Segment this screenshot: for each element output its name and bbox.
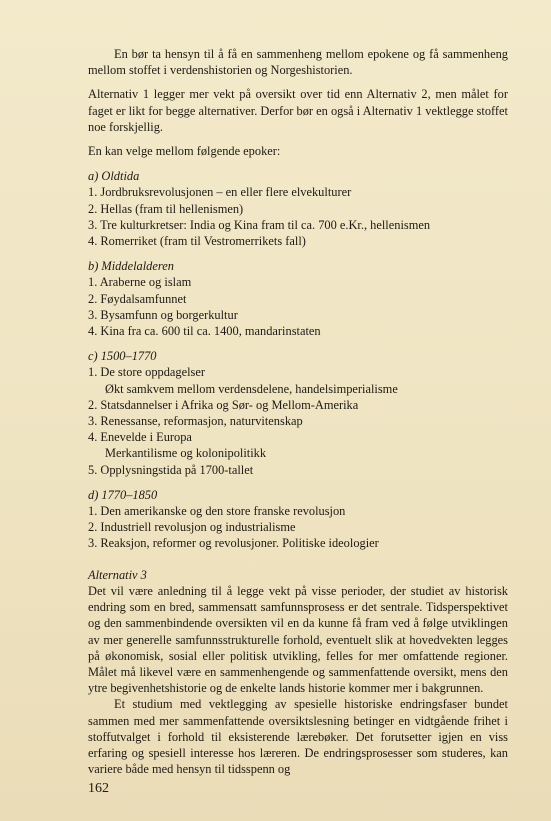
- epoch-heading-c: c) 1500–1770: [88, 349, 157, 364]
- epoch-c-item-3: 3. Renessanse, reformasjon, naturvitenskap: [88, 414, 303, 429]
- epoch-heading-a: a) Oldtida: [88, 169, 140, 184]
- epoch-a-item-3: 3. Tre kulturkretser: India og Kina fram til ca. 700 e.Kr., hellenismen: [88, 217, 431, 232]
- page-number: 162: [88, 781, 109, 796]
- epoch-section-a: [88, 168, 508, 249]
- epoch-d-item-1: 1. Den amerikanske og den store franske revolusjon: [88, 504, 346, 519]
- epoch-a-item-4: 4. Romerriket (fram til Vestromerrikets fall): [88, 234, 306, 249]
- epoch-heading-d: d) 1770–1850: [88, 487, 158, 502]
- epoch-c-item-4: 4. Enevelde i Europa: [88, 430, 192, 445]
- epoch-b-item-2: 2. Føydalsamfunnet: [88, 291, 187, 306]
- alternative-3-paragraph-2: Et studium med vektlegging av spesielle historiske endringsfaser bundet sammen med mer sammenfattende oversiktslesning betinger en vidtgående frihet i stoffutvalget i forhold til eksisterende lærebøker. Det forutsetter igjen en viss erfaring og spesiell interesse hos læreren. De endringsprosesser som studeres, kan variere både med hensyn til tidsspenn og: [88, 697, 508, 777]
- epoch-c-item-2: 2. Statsdannelser i Afrika og Sør- og Mellom-Amerika: [88, 397, 359, 412]
- epoch-a-item-2: 2. Hellas (fram til hellenismen): [88, 201, 244, 216]
- epoch-c-item-5: 5. Opplysningstida på 1700-tallet: [88, 462, 254, 477]
- intro-paragraph-3: En kan velge mellom følgende epoker:: [88, 144, 281, 159]
- epoch-c-item-1-sub: Økt samkvem mellom verdensdelene, handelsimperialisme: [105, 381, 398, 396]
- epoch-heading-b: b) Middelalderen: [88, 259, 174, 274]
- epoch-b-item-1: 1. Araberne og islam: [88, 275, 192, 290]
- epoch-b-item-4: 4. Kina fra ca. 600 til ca. 1400, mandarinstaten: [88, 324, 321, 339]
- epoch-a-item-1: 1. Jordbruksrevolusjonen – en eller flere elvekulturer: [88, 185, 352, 200]
- epoch-section-c: [88, 348, 508, 478]
- epoch-section-d: [88, 487, 508, 552]
- alternative-3-title: Alternativ 3: [88, 567, 147, 582]
- page-content: [88, 46, 508, 777]
- intro-paragraph-2: Alternativ 1 legger mer vekt på oversikt over tid enn Alternativ 2, men målet for faget er likt for begge alternativer. Derfor bør en også i Alternativ 1 vektlegge stoffet noe forskjellig.: [88, 87, 508, 134]
- epoch-d-item-2: 2. Industriell revolusjon og industrialisme: [88, 520, 296, 535]
- epoch-c-item-1: 1. De store oppdagelser: [88, 365, 205, 380]
- epoch-c-item-4-sub: Merkantilisme og kolonipolitikk: [105, 446, 267, 461]
- alternative-3-paragraph-1: Det vil være anledning til å legge vekt på visse perioder, der studiet av historisk endring som en bred, sammensatt samfunnsprosess er det sentrale. Tidsperspektivet og den sammenbindende oversikten vil en da kunne få fram ved å følge utviklingen av mer generelle samfunnsstrukturelle forhold, eventuelt slik at hovedvekten legges på økonomisk, sosial eller politisk utvikling, felles for mer omfattende regioner. Målet må likevel være en sammenhengende og sammenfattende oversikt, mens den ytre begivenhetshistorie og de enkelte lands historie kommer mer i bakgrunnen.: [88, 583, 508, 696]
- epoch-b-item-3: 3. Bysamfunn og borgerkultur: [88, 307, 238, 322]
- intro-paragraph-1: En bør ta hensyn til å få en sammenheng mellom epokene og få sammenheng mellom stoffet i verdenshistorien og Norgeshistorien.: [88, 47, 508, 78]
- epoch-section-b: [88, 258, 508, 339]
- epoch-d-item-3: 3. Reaksjon, reformer og revolusjoner. Politiske ideologier: [88, 536, 379, 551]
